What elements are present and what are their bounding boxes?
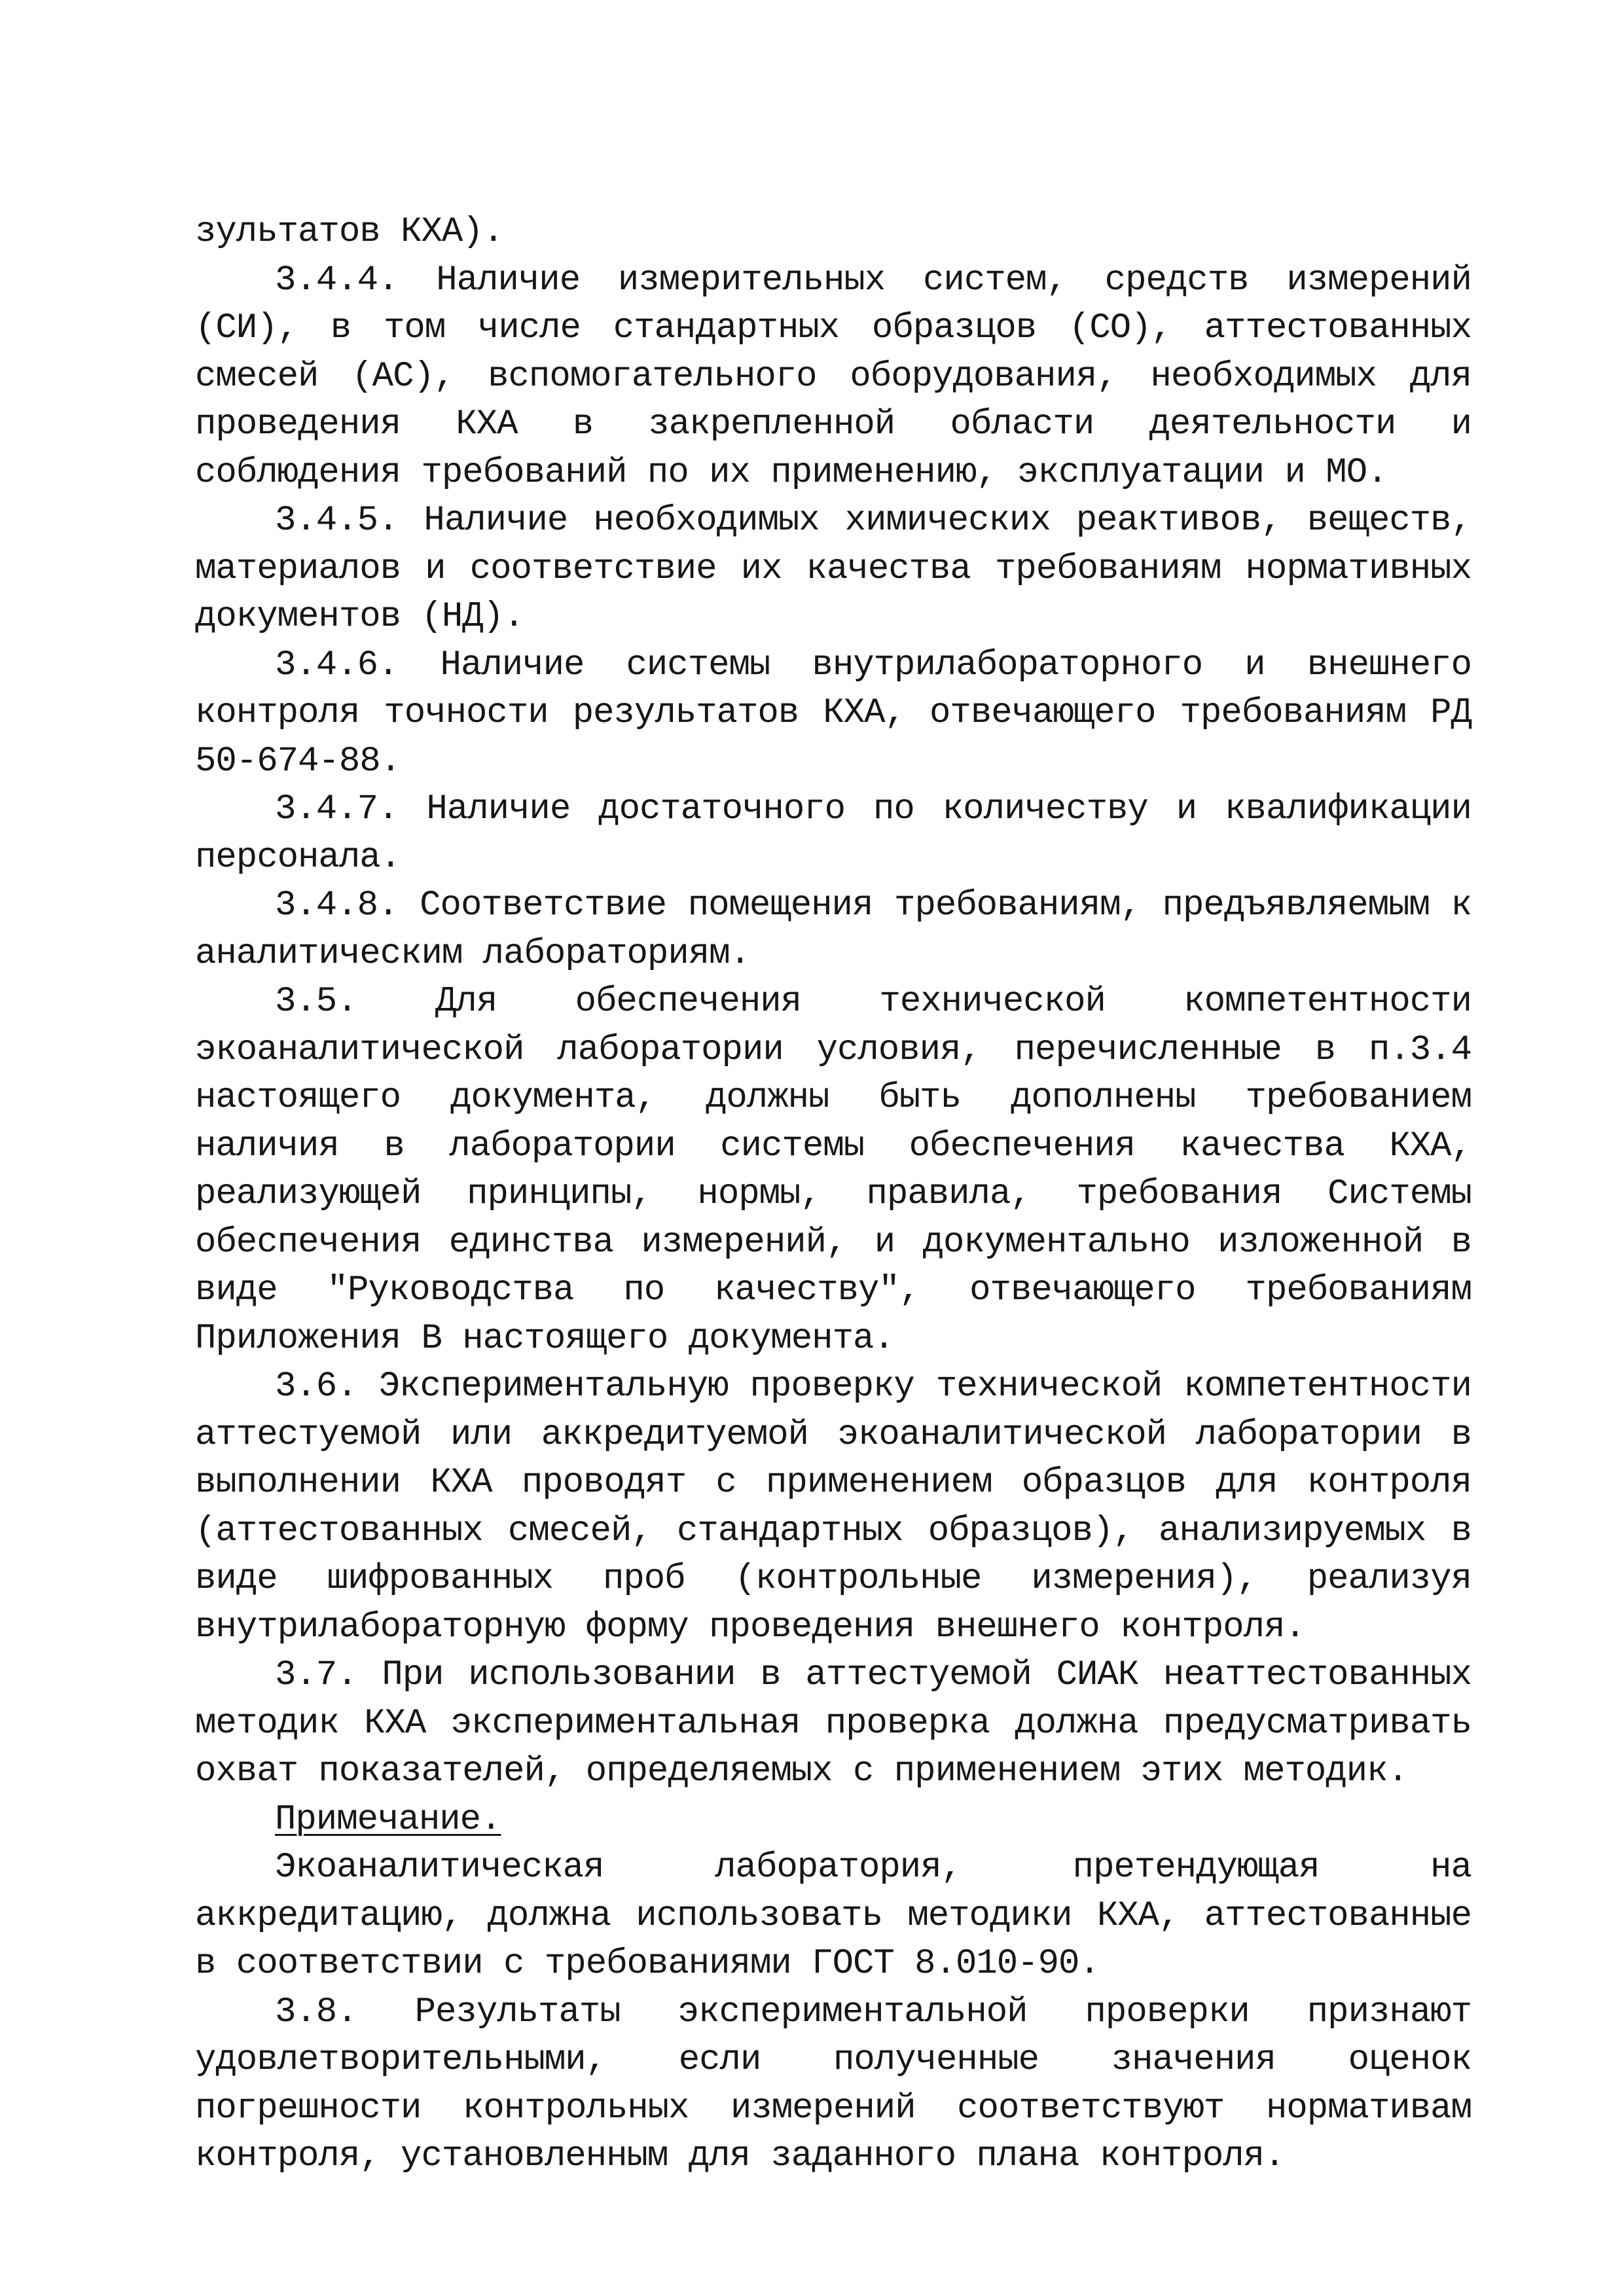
document-body	[195, 208, 1471, 2181]
paragraph-3-6: 3.6. Экспериментальную проверку технической компетентности аттестуемой или аккредитуемой экоаналитической лаборатории в выполнении КХА проводят с применением образцов для контроля (аттестованных смесей, стандартных образцов), анализируемых в виде шифрованных проб (контрольные измерения), реализуя внутрилабораторную форму проведения внешнего контроля.	[195, 1367, 1471, 1647]
paragraph-3-4-8: 3.4.8. Соответствие помещения требованиям, предъявляемым к аналитическим лабораториям.	[195, 886, 1471, 974]
paragraph-3-5: 3.5. Для обеспечения технической компетентности экоаналитической лаборатории условия, перечисленные в п.3.4 настоящего документа, должны быть дополнены требованием наличия в лаборатории системы обеспечения качества КХА, реализующей принципы, нормы, правила, требования Системы обеспечения единства измерений, и документально изложенной в виде "Руководства по качеству", отвечающего требованиям Приложения В настоящего документа.	[195, 982, 1471, 1359]
note-text: Экоаналитическая лаборатория, претендующая на аккредитацию, должна использовать методики КХА, аттестованные в соответствии с требованиями ГОСТ 8.010-90.	[195, 1848, 1471, 1984]
paragraph-3-4-5: 3.4.5. Наличие необходимых химических реактивов, веществ, материалов и соответствие их качества требованиям нормативных документов (НД).	[195, 501, 1471, 637]
paragraph-3-4-7: 3.4.7. Наличие достаточного по количеству и квалификации персонала.	[195, 789, 1471, 878]
paragraph-3-8: 3.8. Результаты экспериментальной проверки признают удовлетворительными, если полученные значения оценок погрешности контрольных измерений соответствуют нормативам контроля, установленным для заданного плана контроля.	[195, 1992, 1471, 2176]
paragraph-continuation: зультатов КХА).	[195, 212, 504, 252]
paragraph-3-4-4: 3.4.4. Наличие измерительных систем, средств измерений (СИ), в том числе стандартных образцов (СО), аттестованных смесей (АС), вспомогательного оборудования, необходимых для проведения КХА в закрепленной области деятельности и соблюдения требований по их применению, эксплуатации и МО.	[195, 260, 1471, 493]
paragraph-3-4-6: 3.4.6. Наличие системы внутрилабораторного и внешнего контроля точности результатов КХА, отвечающего требованиям РД 50-674-88.	[195, 645, 1471, 781]
note-heading	[195, 1796, 1471, 1844]
paragraph-3-7: 3.7. При использовании в аттестуемой СИАК неаттестованных методик КХА экспериментальная проверка должна предусматривать охват показателей, определяемых с применением этих методик.	[195, 1655, 1471, 1791]
note-label: Примечание.	[275, 1799, 501, 1840]
